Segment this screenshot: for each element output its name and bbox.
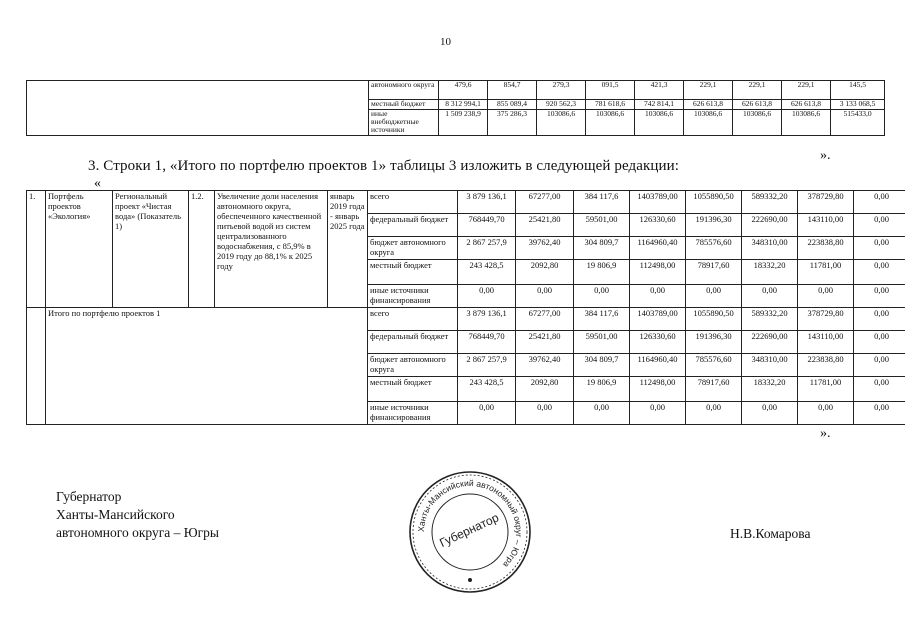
value-cell: 1 509 238,9: [439, 110, 488, 136]
value-cell: 626 613,8: [684, 100, 733, 110]
value-cell: 145,5: [831, 81, 885, 100]
value-cell: 384 117,6: [574, 191, 630, 214]
row-label: местный бюджет: [368, 377, 458, 402]
value-cell: 25421,80: [516, 331, 574, 354]
value-cell: 25421,80: [516, 214, 574, 237]
value-cell: 103086,6: [537, 110, 586, 136]
value-cell: 103086,6: [733, 110, 782, 136]
value-cell: 785576,60: [686, 237, 742, 260]
value-cell: 0,00: [742, 285, 798, 308]
value-cell: 222690,00: [742, 214, 798, 237]
value-cell: 67277,00: [516, 308, 574, 331]
value-cell: 421,3: [635, 81, 684, 100]
portfolio-name: Портфель проектов «Экология»: [46, 191, 113, 308]
value-cell: 103086,6: [684, 110, 733, 136]
row-label: федеральный бюджет: [368, 214, 458, 237]
value-cell: 243 428,5: [458, 260, 516, 285]
value-cell: 143110,00: [798, 214, 854, 237]
value-cell: 479,6: [439, 81, 488, 100]
value-cell: 375 286,3: [488, 110, 537, 136]
value-cell: 304 809,7: [574, 237, 630, 260]
row-label: федеральный бюджет: [368, 331, 458, 354]
value-cell: 103086,6: [586, 110, 635, 136]
value-cell: 78917,60: [686, 377, 742, 402]
value-cell: 1164960,40: [630, 354, 686, 377]
value-cell: 0,00: [574, 285, 630, 308]
value-cell: 191396,30: [686, 331, 742, 354]
value-cell: 112498,00: [630, 260, 686, 285]
value-cell: 0,00: [630, 285, 686, 308]
value-cell: 59501,00: [574, 214, 630, 237]
value-cell: 348310,00: [742, 237, 798, 260]
value-cell: 0,00: [686, 285, 742, 308]
value-cell: 39762,40: [516, 354, 574, 377]
value-cell: 3 879 136,1: [458, 191, 516, 214]
row-label: иные внебюджетные источники: [369, 110, 439, 136]
value-cell: 143110,00: [798, 331, 854, 354]
value-cell: 0,00: [630, 402, 686, 425]
portfolio-table: [26, 190, 905, 425]
official-seal: [406, 468, 534, 596]
value-cell: 59501,00: [574, 331, 630, 354]
page-number: 10: [440, 36, 451, 48]
regional-project: Региональный проект «Чистая вода» (Показатель 1): [113, 191, 189, 308]
seal-star: [468, 578, 472, 582]
value-cell: 768449,70: [458, 331, 516, 354]
value-cell: 103086,6: [782, 110, 831, 136]
total-label: Итого по портфелю проектов 1: [46, 308, 368, 425]
value-cell: 589332,20: [742, 191, 798, 214]
value-cell: 0,00: [854, 214, 905, 237]
value-cell: 378729,80: [798, 191, 854, 214]
value-cell: 1403789,00: [630, 308, 686, 331]
value-cell: 2 867 257,9: [458, 237, 516, 260]
value-cell: 384 117,6: [574, 308, 630, 331]
value-cell: 0,00: [458, 285, 516, 308]
section-heading: 3. Строки 1, «Итого по портфелю проектов 1» таблицы 3 изложить в следующей редакции:: [88, 158, 680, 174]
value-cell: 1403789,00: [630, 191, 686, 214]
value-cell: 19 806,9: [574, 377, 630, 402]
value-cell: 223838,80: [798, 354, 854, 377]
row-label: иные источники финансирования: [368, 285, 458, 308]
value-cell: 39762,40: [516, 237, 574, 260]
value-cell: 229,1: [684, 81, 733, 100]
value-cell: 2 867 257,9: [458, 354, 516, 377]
value-cell: 222690,00: [742, 331, 798, 354]
value-cell: 229,1: [782, 81, 831, 100]
value-cell: 0,00: [854, 285, 905, 308]
value-cell: 112498,00: [630, 377, 686, 402]
value-cell: 0,00: [686, 402, 742, 425]
value-cell: 091,5: [586, 81, 635, 100]
value-cell: 3 133 068,5: [831, 100, 885, 110]
row-label: местный бюджет: [368, 260, 458, 285]
table-row: [27, 81, 885, 100]
value-cell: 1055890,50: [686, 191, 742, 214]
value-cell: 0,00: [854, 377, 905, 402]
value-cell: 742 814,1: [635, 100, 684, 110]
value-cell: 229,1: [733, 81, 782, 100]
indicator-text: Увеличение доли населения автономного округа, обеспеченного качественной питьевой водой из систем централизованного водоснабжения, с 85,9% в 2019 году до 88,1% к 2025 году: [215, 191, 328, 308]
signature-title-line: Губернатор: [56, 489, 122, 504]
value-cell: 0,00: [854, 237, 905, 260]
value-cell: 920 562,3: [537, 100, 586, 110]
row-label: всего: [368, 191, 458, 214]
seal-ring-text: Ханты-Мансийский автономный округ – Югра: [415, 477, 525, 570]
value-cell: 0,00: [458, 402, 516, 425]
value-cell: 0,00: [854, 308, 905, 331]
value-cell: 626 613,8: [782, 100, 831, 110]
table-row: [27, 308, 905, 331]
row-label: иные источники финансирования: [368, 402, 458, 425]
value-cell: 855 089,4: [488, 100, 537, 110]
sub-number: 1.2.: [189, 191, 215, 308]
value-cell: 8 312 994,1: [439, 100, 488, 110]
row-number: 1.: [27, 191, 46, 308]
value-cell: 0,00: [854, 260, 905, 285]
top-funding-table: [26, 80, 885, 136]
opening-quote: «: [94, 176, 101, 191]
value-cell: 378729,80: [798, 308, 854, 331]
row-label: бюджет автономного округа: [368, 237, 458, 260]
value-cell: 515433,0: [831, 110, 885, 136]
row-label: автономного округа: [369, 81, 439, 100]
value-cell: 0,00: [854, 402, 905, 425]
value-cell: 626 613,8: [733, 100, 782, 110]
value-cell: 0,00: [516, 402, 574, 425]
row-label: местный бюджет: [369, 100, 439, 110]
value-cell: 854,7: [488, 81, 537, 100]
value-cell: 0,00: [574, 402, 630, 425]
value-cell: 2092,80: [516, 260, 574, 285]
value-cell: 223838,80: [798, 237, 854, 260]
value-cell: 18332,20: [742, 377, 798, 402]
signature-title-line: автономного округа – Югры: [56, 525, 219, 540]
value-cell: 0,00: [854, 191, 905, 214]
value-cell: 0,00: [516, 285, 574, 308]
row-label: бюджет автономного округа: [368, 354, 458, 377]
value-cell: 191396,30: [686, 214, 742, 237]
seal-center-text: Губернатор: [437, 510, 501, 550]
value-cell: 0,00: [854, 354, 905, 377]
value-cell: 304 809,7: [574, 354, 630, 377]
value-cell: 11781,00: [798, 377, 854, 402]
period: январь 2019 года - январь 2025 года: [328, 191, 368, 308]
table-row: [27, 191, 905, 214]
value-cell: 781 618,6: [586, 100, 635, 110]
value-cell: 67277,00: [516, 191, 574, 214]
value-cell: 0,00: [798, 402, 854, 425]
value-cell: 126330,60: [630, 214, 686, 237]
value-cell: 589332,20: [742, 308, 798, 331]
closing-quote: ».: [820, 148, 831, 163]
empty-cell: [27, 308, 46, 425]
value-cell: 1055890,50: [686, 308, 742, 331]
value-cell: 279,3: [537, 81, 586, 100]
value-cell: 768449,70: [458, 214, 516, 237]
value-cell: 0,00: [854, 331, 905, 354]
value-cell: 3 879 136,1: [458, 308, 516, 331]
signature-block: [56, 488, 219, 542]
value-cell: 348310,00: [742, 354, 798, 377]
value-cell: 785576,60: [686, 354, 742, 377]
value-cell: 11781,00: [798, 260, 854, 285]
empty-cell: [27, 81, 369, 136]
value-cell: 78917,60: [686, 260, 742, 285]
signatory-name: Н.В.Комарова: [730, 526, 811, 541]
value-cell: 243 428,5: [458, 377, 516, 402]
value-cell: 1164960,40: [630, 237, 686, 260]
value-cell: 18332,20: [742, 260, 798, 285]
value-cell: 126330,60: [630, 331, 686, 354]
value-cell: 103086,6: [635, 110, 684, 136]
value-cell: 0,00: [742, 402, 798, 425]
value-cell: 2092,80: [516, 377, 574, 402]
value-cell: 0,00: [798, 285, 854, 308]
signature-title-line: Ханты-Мансийского: [56, 507, 175, 522]
closing-quote: ».: [820, 426, 831, 441]
value-cell: 19 806,9: [574, 260, 630, 285]
row-label: всего: [368, 308, 458, 331]
